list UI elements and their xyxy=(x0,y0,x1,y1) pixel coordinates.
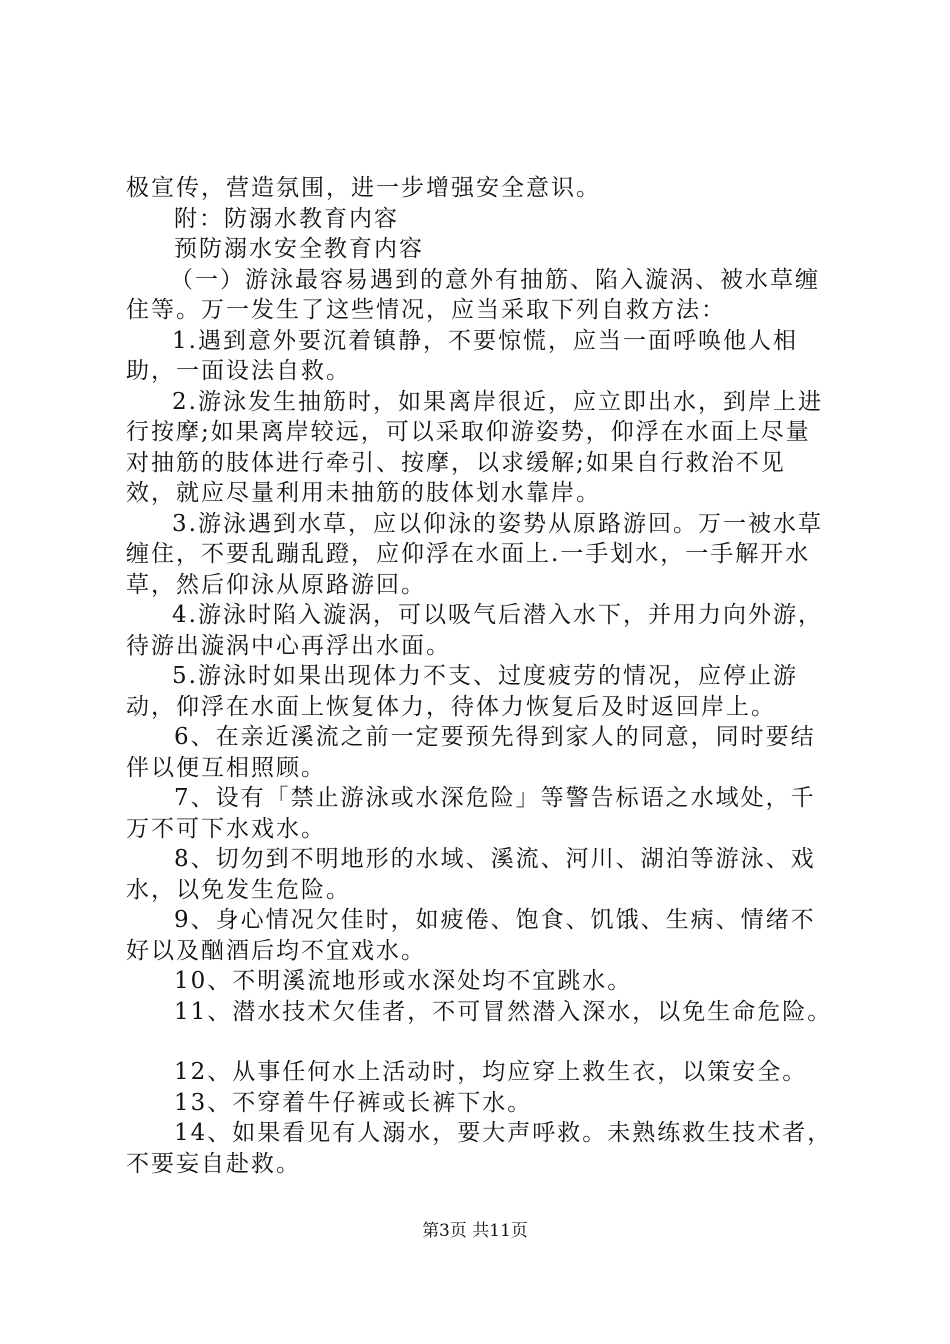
list-item: 4.游泳时陷入漩涡，可以吸气后潜入水下，并用力向外游，待游出漩涡中心再浮出水面。 xyxy=(126,602,823,659)
document-body xyxy=(126,173,834,1179)
paragraph: （一）游泳最容易遇到的意外有抽筋、陷入漩涡、被水草缠住等。万一发生了这些情况，应当采取下列自救方法： xyxy=(126,266,820,323)
list-item: 11、潜水技术欠佳者，不可冒然潜入深水，以免生命危险。 xyxy=(174,998,833,1025)
list-item: 10、不明溪流地形或水深处均不宜跳水。 xyxy=(174,968,633,994)
list-item: 1.遇到意外要沉着镇静，不要惊慌，应当一面呼唤他人相助，一面设法自救。 xyxy=(126,327,798,384)
list-item: 12、从事任何水上活动时，均应穿上救生衣，以策安全。 xyxy=(174,1059,808,1085)
list-item: 14、如果看见有人溺水，要大声呼救。未熟练救生技术者，不要妄自赴救。 xyxy=(126,1120,833,1177)
page-footer xyxy=(0,1216,950,1241)
page-number: 第3页 共11页 xyxy=(422,1221,528,1241)
list-item: 3.游泳遇到水草，应以仰泳的姿势从原路游回。万一被水草缠住，不要乱蹦乱蹬，应仰浮在水面上.一手划水，一手解开水草，然后仰泳从原路游回。 xyxy=(126,510,823,598)
paragraph: 极宣传，营造氛围，进一步增强安全意识。 xyxy=(126,175,601,201)
list-item: 13、不穿着牛仔裤或长裤下水。 xyxy=(174,1089,533,1116)
list-item: 6、在亲近溪流之前一定要预先得到家人的同意，同时要结伴以便互相照顾。 xyxy=(126,724,816,781)
list-item: 9、身心情况欠佳时，如疲倦、饱食、饥饿、生病、情绪不好以及酗酒后均不宜戏水。 xyxy=(126,907,816,964)
list-item: 2.游泳发生抽筋时，如果离岸很近，应立即出水，到岸上进行按摩;如果离岸较远，可以采取仰游姿势，仰浮在水面上尽量对抽筋的肢体进行牵引、按摩，以求缓解;如果自行救治不见效，就应尽量利用未抽筋的肢体划水靠岸。 xyxy=(126,388,823,506)
section-title: 预防溺水安全教育内容 xyxy=(174,236,424,262)
list-item: 8、切勿到不明地形的水域、溪流、河川、湖泊等游泳、戏水，以免发生危险。 xyxy=(126,846,816,903)
list-item: 5.游泳时如果出现体力不支、过度疲劳的情况，应停止游动，仰浮在水面上恢复体力，待体力恢复后及时返回岸上。 xyxy=(126,663,798,720)
attachment-heading: 附：防溺水教育内容 xyxy=(174,205,399,232)
blank-line xyxy=(126,1027,834,1057)
list-item: 7、设有「禁止游泳或水深危险」等警告标语之水域处，千万不可下水戏水。 xyxy=(126,785,816,842)
